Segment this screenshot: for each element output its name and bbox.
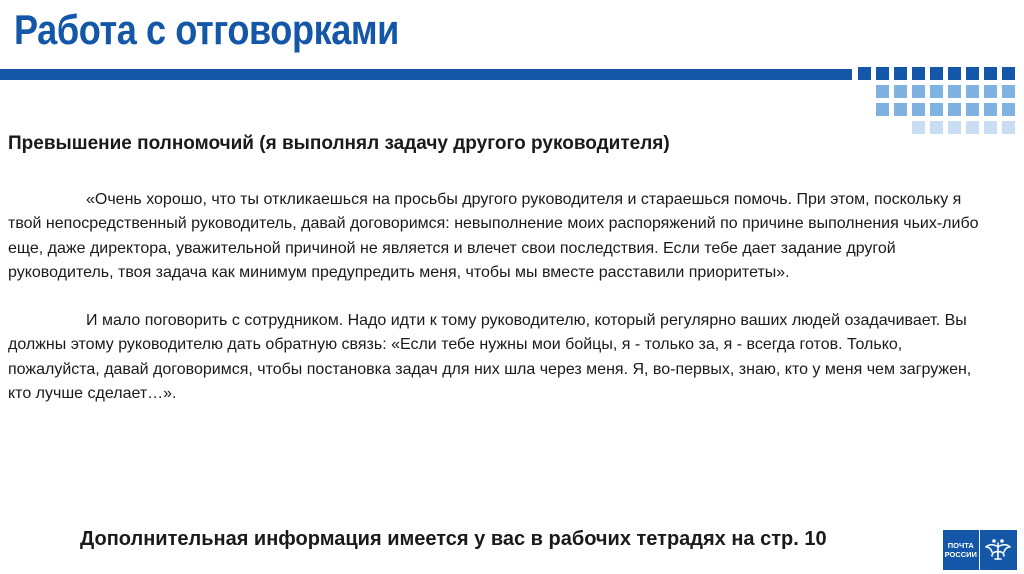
grid-square [930,103,943,116]
grid-square [966,121,979,134]
logo-text-line2: РОССИИ [944,550,977,559]
grid-square [876,67,889,80]
russian-post-logo [943,530,1017,570]
grid-square [894,67,907,80]
grid-square [1002,121,1015,134]
grid-square [876,85,889,98]
grid-square [966,67,979,80]
grid-square [984,121,997,134]
grid-square [894,85,907,98]
grid-square [930,85,943,98]
double-headed-eagle-icon [979,530,1017,570]
grid-square [948,85,961,98]
grid-square [984,67,997,80]
grid-square [984,103,997,116]
paragraph-quote: «Очень хорошо, что ты откликаешься на просьбы другого руководителя и стараешься помочь. При этом, поскольку я твой непосредственный руководитель, давай договоримся: невыполнение моих распоряжений по причине выполнения чьих-либо еще, даже директора, уважительной причиной не является и влечет свои последствия. Если тебе дает задание другой руководитель, твоя задача как минимум предупредить меня, чтобы мы вместе расставили приоритеты». [8,191,979,281]
title-underline-bar [0,69,852,80]
grid-square [912,67,925,80]
logo-text [943,530,979,570]
grid-square [966,85,979,98]
grid-square [876,103,889,116]
decorative-square-grid [856,67,1024,137]
grid-square [912,121,925,134]
grid-square [984,85,997,98]
footer-note: Дополнительная информация имеется у вас в рабочих тетрадях на стр. 10 [80,528,827,550]
grid-square [948,121,961,134]
paragraph-advice: И мало поговорить с сотрудником. Надо идти к тому руководителю, который регулярно ваших людей озадачивает. Вы должны этому руководителю дать обратную связь: «Если тебе нужны мои бойцы, я - только за, я - всегда готов. Только, пожалуйста, давай договоримся, чтобы постановка задач для них шла через меня. Я, во-первых, знаю, кто у меня чем загружен, кто лучше сделает…». [8,312,972,403]
grid-square [1002,103,1015,116]
grid-square [912,103,925,116]
grid-square [930,121,943,134]
grid-square [894,103,907,116]
logo-text-line1: ПОЧТА [947,541,974,550]
section-heading: Превышение полномочий (я выполнял задачу другого руководителя) [8,133,670,154]
grid-square [930,67,943,80]
grid-square [948,67,961,80]
grid-square [1002,85,1015,98]
grid-square [858,67,871,80]
grid-square [966,103,979,116]
grid-square [948,103,961,116]
body-text [8,188,993,406]
grid-square [912,85,925,98]
grid-square [1002,67,1015,80]
slide-title: Работа с отговорками [14,6,399,53]
